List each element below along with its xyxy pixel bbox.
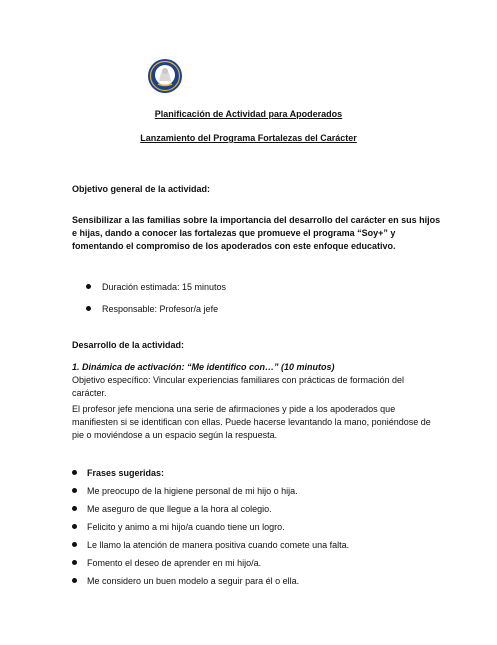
objective-text: Sensibilizar a las familias sobre la importancia del desarrollo del carácter en sus hijos e hijas, dando a conocer las fortalezas que promueve el programa “Soy+” y fomentando el compromiso de los apoderados con este enfoque educativo. [72, 215, 441, 251]
bullet-icon [72, 542, 77, 547]
phrases-heading: Frases sugeridas: [87, 468, 165, 478]
phrase-text: Me considero un buen modelo a seguir para él o ella. [87, 576, 300, 586]
duration-text: Duración estimada: 15 minutos [102, 282, 227, 292]
bullet-icon [72, 578, 77, 583]
dynamic-title: 1. Dinámica de activación: “Me identifico con…” (10 minutos) [72, 362, 335, 372]
list-item [72, 522, 285, 533]
objective-heading: Objetivo general de la actividad: [72, 184, 211, 194]
list-item [86, 304, 218, 315]
phrase-text: Felicito y animo a mi hijo/a cuando tiene un logro. [87, 522, 285, 532]
list-item [72, 558, 261, 569]
page-title: Planificación de Actividad para Apoderados [154, 109, 343, 119]
list-item [72, 504, 272, 515]
bullet-icon [72, 560, 77, 565]
phrase-text: Fomento el deseo de aprender en mi hijo/a. [87, 558, 262, 568]
list-item [72, 540, 349, 551]
bullet-icon [86, 306, 91, 311]
phrases-heading-item [72, 468, 164, 479]
development-heading: Desarrollo de la actividad: [72, 340, 185, 350]
bullet-icon [86, 284, 91, 289]
bullet-icon [72, 470, 77, 475]
bullet-icon [72, 488, 77, 493]
description-text: El profesor jefe menciona una serie de afirmaciones y pide a los apoderados que manifiesten si se identifican con ellas. Puede hacerse levantando la mano, poniéndose de pie o moviéndose a un espacio según la respuesta. [72, 404, 431, 440]
list-item [72, 486, 298, 497]
list-item [72, 576, 299, 587]
responsible-text: Responsable: Profesor/a jefe [102, 304, 219, 314]
phrase-text: Me aseguro de que llegue a la hora al colegio. [87, 504, 272, 514]
specific-objective-text: Objetivo específico: Vincular experiencias familiares con prácticas de formación del carácter. [72, 375, 404, 398]
phrase-text: Me preocupo de la higiene personal de mi hijo o hija. [87, 486, 298, 496]
bullet-icon [72, 506, 77, 511]
school-crest-logo [147, 58, 183, 94]
list-item [86, 282, 226, 293]
page-subtitle: Lanzamiento del Programa Fortalezas del Carácter [140, 133, 357, 143]
bullet-icon [72, 524, 77, 529]
phrase-text: Le llamo la atención de manera positiva cuando comete una falta. [87, 540, 350, 550]
